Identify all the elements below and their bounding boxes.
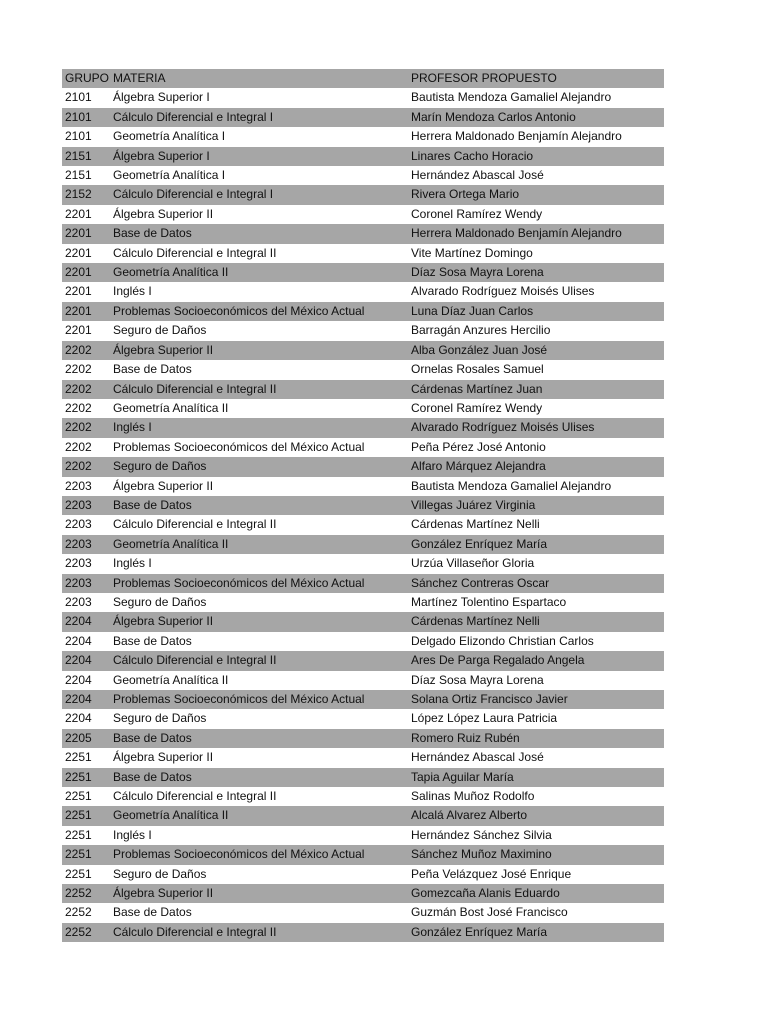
- cell-profesor: Díaz Sosa Mayra Lorena: [411, 672, 544, 687]
- cell-grupo: 2203: [65, 497, 92, 512]
- cell-materia: Inglés I: [113, 556, 152, 571]
- cell-materia: Base de Datos: [113, 497, 192, 512]
- cell-profesor: López López Laura Patricia: [411, 711, 558, 726]
- table-row: [62, 593, 664, 612]
- cell-materia: Seguro de Daños: [113, 866, 207, 881]
- table-row: [62, 768, 664, 787]
- cell-grupo: 2251: [65, 769, 92, 784]
- cell-grupo: 2204: [65, 672, 92, 687]
- cell-profesor: Guzmán Bost José Francisco: [411, 905, 568, 920]
- cell-profesor: Cárdenas Martínez Nelli: [411, 517, 540, 532]
- table-row: [62, 360, 664, 379]
- table-row: [62, 709, 664, 728]
- cell-grupo: 2201: [65, 245, 92, 260]
- table-row: [62, 341, 664, 360]
- cell-grupo: 2202: [65, 439, 92, 454]
- cell-grupo: 2202: [65, 381, 92, 396]
- cell-profesor: González Enríquez María: [411, 536, 548, 551]
- cell-materia: Geometría Analítica II: [113, 265, 229, 280]
- cell-grupo: 2151: [65, 148, 92, 163]
- table-row: [62, 399, 664, 418]
- table-row: [62, 787, 664, 806]
- cell-grupo: 2201: [65, 284, 92, 299]
- cell-profesor: Alba González Juan José: [411, 342, 548, 357]
- cell-grupo: 2151: [65, 168, 92, 183]
- table-row: [62, 477, 664, 496]
- cell-grupo: 2203: [65, 517, 92, 532]
- table-row: [62, 651, 664, 670]
- cell-profesor: Peña Velázquez José Enrique: [411, 866, 572, 881]
- cell-materia: Problemas Socioeconómicos del México Actual: [113, 847, 365, 862]
- cell-profesor: Díaz Sosa Mayra Lorena: [411, 265, 544, 280]
- cell-grupo: 2252: [65, 905, 92, 920]
- table-row: [62, 263, 664, 282]
- cell-grupo: 2252: [65, 886, 92, 901]
- cell-materia: Problemas Socioeconómicos del México Actual: [113, 575, 365, 590]
- cell-grupo: 2204: [65, 711, 92, 726]
- cell-grupo: 2201: [65, 206, 92, 221]
- cell-grupo: 2251: [65, 808, 92, 823]
- table-row: [62, 438, 664, 457]
- cell-materia: Álgebra Superior II: [113, 206, 214, 221]
- table-row: [62, 88, 664, 107]
- table-row: [62, 321, 664, 340]
- cell-grupo: 2251: [65, 789, 92, 804]
- cell-materia: Geometría Analítica II: [113, 400, 229, 415]
- cell-profesor: Coronel Ramírez Wendy: [411, 206, 543, 221]
- cell-grupo: 2204: [65, 653, 92, 668]
- table-row: [62, 302, 664, 321]
- cell-grupo: 2201: [65, 323, 92, 338]
- cell-materia: Seguro de Daños: [113, 459, 207, 474]
- cell-profesor: Hernández Abascal José: [411, 750, 544, 765]
- table-row: [62, 690, 664, 709]
- cell-materia: Álgebra Superior I: [113, 90, 210, 105]
- cell-profesor: Alvarado Rodríguez Moisés Ulises: [411, 284, 595, 299]
- cell-materia: Base de Datos: [113, 905, 192, 920]
- table-row: [62, 923, 664, 942]
- cell-materia: Base de Datos: [113, 633, 192, 648]
- cell-grupo: 2201: [65, 303, 92, 318]
- cell-materia: Base de Datos: [113, 730, 192, 745]
- cell-materia: Cálculo Diferencial e Integral II: [113, 924, 277, 939]
- table-row: [62, 282, 664, 301]
- cell-profesor: Ornelas Rosales Samuel: [411, 362, 544, 377]
- table-row: [62, 515, 664, 534]
- cell-grupo: 2205: [65, 730, 92, 745]
- table-row: [62, 671, 664, 690]
- table-row: [62, 108, 664, 127]
- cell-materia: Cálculo Diferencial e Integral II: [113, 517, 277, 532]
- cell-profesor: Cárdenas Martínez Juan: [411, 381, 543, 396]
- table-row: [62, 748, 664, 767]
- table-row: [62, 574, 664, 593]
- cell-materia: Álgebra Superior II: [113, 614, 214, 629]
- table-row: [62, 127, 664, 146]
- cell-materia: Geometría Analítica II: [113, 672, 229, 687]
- cell-grupo: 2203: [65, 478, 92, 493]
- cell-grupo: 2152: [65, 187, 92, 202]
- cell-grupo: 2202: [65, 362, 92, 377]
- cell-profesor: Ares De Parga Regalado Angela: [411, 653, 585, 668]
- header-profesor: PROFESOR PROPUESTO: [411, 71, 557, 85]
- table-row: [62, 554, 664, 573]
- cell-profesor: Marín Mendoza Carlos Antonio: [411, 109, 576, 124]
- cell-profesor: Gomezcaña Alanis Eduardo: [411, 886, 560, 901]
- table-row: [62, 826, 664, 845]
- table-row: [62, 865, 664, 884]
- cell-materia: Seguro de Daños: [113, 594, 207, 609]
- cell-materia: Inglés I: [113, 420, 152, 435]
- cell-materia: Cálculo Diferencial e Integral II: [113, 789, 277, 804]
- cell-profesor: Delgado Elizondo Christian Carlos: [411, 633, 594, 648]
- schedule-table: [62, 69, 664, 942]
- cell-materia: Inglés I: [113, 284, 152, 299]
- cell-materia: Inglés I: [113, 827, 152, 842]
- table-row: [62, 166, 664, 185]
- cell-profesor: Herrera Maldonado Benjamín Alejandro: [411, 129, 622, 144]
- cell-materia: Geometría Analítica II: [113, 808, 229, 823]
- cell-profesor: González Enríquez María: [411, 924, 548, 939]
- cell-materia: Geometría Analítica I: [113, 129, 226, 144]
- cell-profesor: Solana Ortiz Francisco Javier: [411, 692, 568, 706]
- cell-materia: Problemas Socioeconómicos del México Actual: [113, 439, 365, 454]
- cell-profesor: Hernández Abascal José: [411, 168, 544, 183]
- cell-profesor: Herrera Maldonado Benjamín Alejandro: [411, 226, 622, 241]
- cell-materia: Álgebra Superior II: [113, 886, 214, 901]
- table-row: [62, 845, 664, 864]
- cell-grupo: 2202: [65, 400, 92, 415]
- table-row: [62, 205, 664, 224]
- cell-profesor: Alfaro Márquez Alejandra: [411, 459, 546, 474]
- cell-profesor: Sánchez Muñoz Maximino: [411, 847, 552, 862]
- cell-grupo: 2202: [65, 420, 92, 435]
- table-header: [62, 69, 664, 88]
- table-row: [62, 380, 664, 399]
- cell-materia: Cálculo Diferencial e Integral I: [113, 109, 274, 124]
- cell-materia: Cálculo Diferencial e Integral II: [113, 653, 277, 668]
- cell-grupo: 2203: [65, 556, 92, 571]
- table-row: [62, 418, 664, 437]
- cell-grupo: 2203: [65, 536, 92, 551]
- cell-profesor: Tapia Aguilar María: [411, 769, 514, 784]
- cell-grupo: 2204: [65, 692, 92, 706]
- cell-materia: Geometría Analítica I: [113, 168, 226, 183]
- cell-grupo: 2203: [65, 594, 92, 609]
- cell-materia: Base de Datos: [113, 362, 192, 377]
- cell-grupo: 2204: [65, 633, 92, 648]
- cell-grupo: 2204: [65, 614, 92, 629]
- cell-profesor: Vite Martínez Domingo: [411, 245, 533, 260]
- table-row: [62, 496, 664, 515]
- cell-profesor: Alvarado Rodríguez Moisés Ulises: [411, 420, 595, 435]
- cell-grupo: 2201: [65, 226, 92, 241]
- cell-materia: Problemas Socioeconómicos del México Actual: [113, 303, 365, 318]
- cell-materia: Cálculo Diferencial e Integral II: [113, 245, 277, 260]
- table-row: [62, 612, 664, 631]
- cell-grupo: 2203: [65, 575, 92, 590]
- cell-grupo: 2201: [65, 265, 92, 280]
- cell-profesor: Sánchez Contreras Oscar: [411, 575, 550, 590]
- cell-profesor: Romero Ruiz Rubén: [411, 730, 520, 745]
- cell-grupo: 2101: [65, 90, 92, 105]
- table-row: [62, 244, 664, 263]
- cell-profesor: Villegas Juárez Virginia: [411, 497, 536, 512]
- table-row: [62, 806, 664, 825]
- header-materia: MATERIA: [113, 71, 166, 85]
- cell-profesor: Cárdenas Martínez Nelli: [411, 614, 540, 629]
- cell-materia: Seguro de Daños: [113, 711, 207, 726]
- cell-materia: Cálculo Diferencial e Integral II: [113, 381, 277, 396]
- cell-materia: Base de Datos: [113, 769, 192, 784]
- cell-profesor: Alcalá Alvarez Alberto: [411, 808, 528, 823]
- cell-profesor: Barragán Anzures Hercilio: [411, 323, 551, 338]
- cell-materia: Problemas Socioeconómicos del México Actual: [113, 692, 365, 706]
- cell-grupo: 2202: [65, 342, 92, 357]
- cell-materia: Base de Datos: [113, 226, 192, 241]
- cell-profesor: Luna Díaz Juan Carlos: [411, 303, 534, 318]
- table-row: [62, 147, 664, 166]
- cell-profesor: Salinas Muñoz Rodolfo: [411, 789, 535, 804]
- cell-profesor: Bautista Mendoza Gamaliel Alejandro: [411, 478, 612, 493]
- cell-grupo: 2101: [65, 129, 92, 144]
- cell-materia: Álgebra Superior II: [113, 342, 214, 357]
- cell-materia: Seguro de Daños: [113, 323, 207, 338]
- cell-materia: Geometría Analítica II: [113, 536, 229, 551]
- header-grupo: GRUPO: [65, 71, 110, 85]
- cell-profesor: Bautista Mendoza Gamaliel Alejandro: [411, 90, 612, 105]
- table-row: [62, 632, 664, 651]
- cell-profesor: Peña Pérez José Antonio: [411, 439, 546, 454]
- table-body: [62, 88, 664, 942]
- cell-profesor: Hernández Sánchez Silvia: [411, 827, 552, 842]
- cell-grupo: 2251: [65, 827, 92, 842]
- cell-profesor: Martínez Tolentino Espartaco: [411, 594, 567, 609]
- cell-profesor: Linares Cacho Horacio: [411, 148, 534, 163]
- table-row: [62, 884, 664, 903]
- table-row: [62, 729, 664, 748]
- table-row: [62, 224, 664, 243]
- cell-profesor: Coronel Ramírez Wendy: [411, 400, 543, 415]
- table-row: [62, 457, 664, 476]
- cell-grupo: 2101: [65, 109, 92, 124]
- cell-materia: Álgebra Superior I: [113, 148, 210, 163]
- cell-grupo: 2251: [65, 847, 92, 862]
- cell-profesor: Rivera Ortega Mario: [411, 187, 520, 202]
- cell-materia: Álgebra Superior II: [113, 478, 214, 493]
- table-row: [62, 903, 664, 922]
- cell-grupo: 2202: [65, 459, 92, 474]
- cell-grupo: 2252: [65, 924, 92, 939]
- cell-materia: Álgebra Superior II: [113, 750, 214, 765]
- table-row: [62, 535, 664, 554]
- table-row: [62, 185, 664, 204]
- cell-grupo: 2251: [65, 866, 92, 881]
- cell-materia: Cálculo Diferencial e Integral I: [113, 187, 274, 202]
- cell-grupo: 2251: [65, 750, 92, 765]
- cell-profesor: Urzúa Villaseñor Gloria: [411, 556, 535, 571]
